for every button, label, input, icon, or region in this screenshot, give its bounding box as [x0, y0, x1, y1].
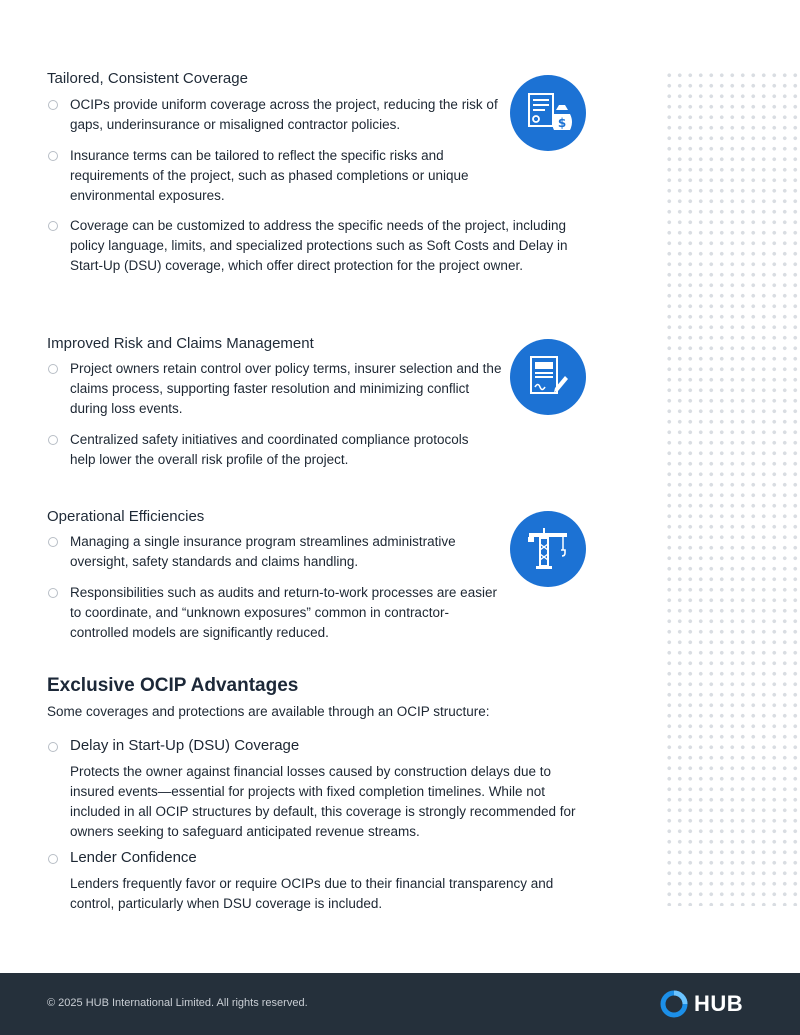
- section-title-risk-claims: Improved Risk and Claims Management: [47, 335, 314, 352]
- exclusive-heading: Exclusive OCIP Advantages: [47, 675, 299, 696]
- bullet-circle-icon: [48, 151, 58, 161]
- insurance-policy-money-bag-icon: [510, 75, 586, 151]
- list-item: Insurance terms can be tailored to reflect the specific risks and requirements of the project, such as phased completions or unique environmental exposures.: [47, 146, 490, 206]
- advantage-title: Delay in Start-Up (DSU) Coverage: [47, 737, 592, 754]
- hub-logo-text: HUB: [694, 991, 744, 1016]
- hub-logo: [659, 989, 743, 1019]
- svg-text:$: $: [557, 116, 567, 130]
- advantage-dsu: [47, 737, 592, 842]
- list-item: Project owners retain control over policy terms, insurer selection and the claims process, supporting faster resolution and minimizing conflict during loss events.: [47, 359, 507, 419]
- bullet-circle-icon: [48, 588, 58, 598]
- advantage-lender-confidence: [47, 849, 592, 914]
- bullet-circle-icon: [48, 742, 58, 752]
- bullet-list-tailored-coverage-2: [47, 216, 587, 287]
- bullet-circle-icon: [48, 435, 58, 445]
- list-item: Coverage can be customized to address the specific needs of the project, including policy language, limits, and specialized protections such as Soft Costs and Delay in Start-Up (DSU) coverage, which offer direct protection for the project owner.: [47, 216, 587, 276]
- advantage-text: Lenders frequently favor or require OCIPs due to their financial transparency and control, particularly when DSU coverage is included.: [70, 876, 554, 911]
- hub-logo-ring-icon: [659, 989, 689, 1019]
- section-title-operational-efficiencies: Operational Efficiencies: [47, 508, 205, 525]
- list-item: Centralized safety initiatives and coordinated compliance protocols help lower the overall risk profile of the project.: [47, 430, 470, 470]
- footer: [0, 973, 800, 1035]
- bullet-circle-icon: [48, 854, 58, 864]
- decorative-dot-pattern: [664, 70, 800, 906]
- bullet-circle-icon: [48, 100, 58, 110]
- construction-crane-icon: [510, 511, 586, 587]
- bullet-circle-icon: [48, 364, 58, 374]
- list-item: Responsibilities such as audits and return-to-work processes are easier to coordinate, and “unknown exposures” common in contractor-controlled models are significantly reduced.: [47, 583, 500, 643]
- exclusive-intro: Some coverages and protections are available through an OCIP structure:: [47, 704, 490, 719]
- advantage-text: Protects the owner against financial losses caused by construction delays due to insured events—essential for projects with fixed completion timelines. While not included in all OCIP structures by default, this coverage is strongly recommended for owners seeking to safeguard anticipated revenue streams.: [70, 764, 576, 839]
- section-title-tailored-coverage: Tailored, Consistent Coverage: [47, 70, 248, 87]
- bullet-list-risk-claims: [47, 359, 507, 481]
- document-signing-icon: [510, 339, 586, 415]
- advantage-title: Lender Confidence: [47, 849, 592, 866]
- list-item: Managing a single insurance program streamlines administrative oversight, safety standards and claims handling.: [47, 532, 507, 572]
- bullet-circle-icon: [48, 537, 58, 547]
- bullet-list-tailored-coverage: [47, 95, 507, 217]
- bullet-circle-icon: [48, 221, 58, 231]
- bullet-list-operational-efficiencies: [47, 532, 507, 654]
- copyright-text: © 2025 HUB International Limited. All rights reserved.: [47, 997, 308, 1009]
- list-item: OCIPs provide uniform coverage across the project, reducing the risk of gaps, underinsurance or misaligned contractor policies.: [47, 95, 507, 135]
